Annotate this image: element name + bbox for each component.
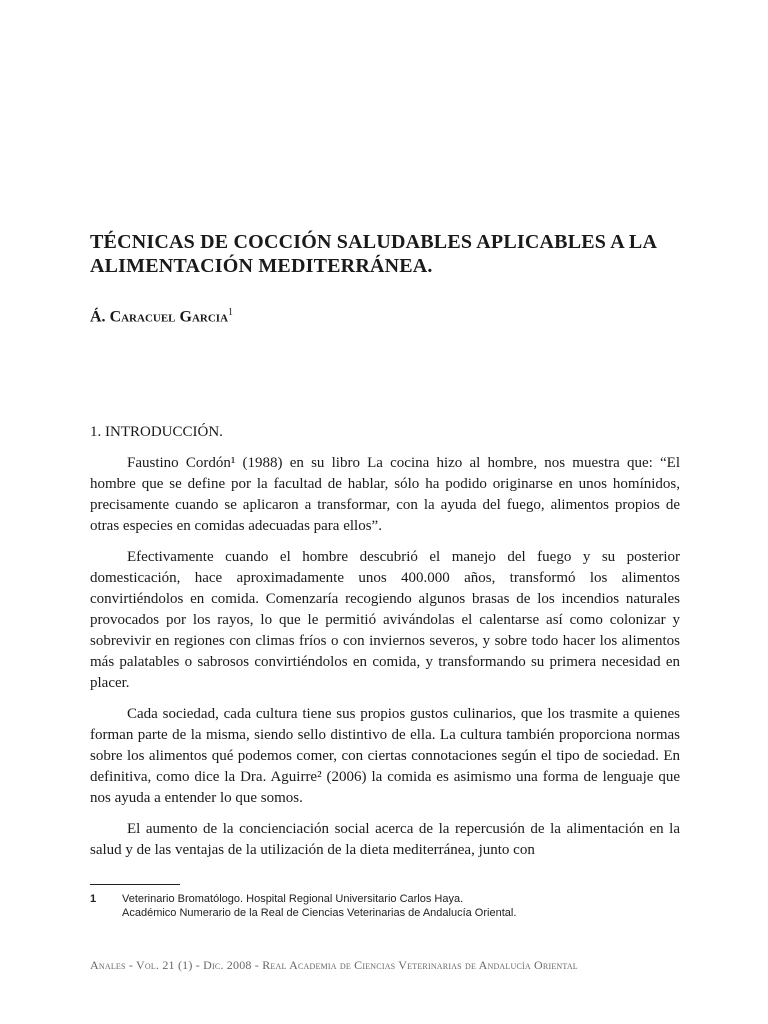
paragraph: Cada sociedad, cada cultura tiene sus propios gustos culinarios, que los trasmite a quienes forman parte de la misma, siendo sello distintivo de ella. La cultura también proporciona normas sobre los alimentos qué podemos comer, con ciertas connotaciones según el tipo de sociedad. En definitiva, como dice la Dra. Aguirre² (2006) la comida es asimismo una forma de lenguaje que nos ayuda a entender lo que somos. (90, 706, 680, 806)
paragraph: Efectivamente cuando el hombre descubrió el manejo del fuego y su posterior domesticación, hace aproximadamente unos 400.000 años, transformó los alimentos convirtiéndolos en comida. Comenzaría recogiendo algunos brasas de los incendios naturales provocados por los rayos, lo que le permitió avivándolas el calentarse así como colonizar y sobrevivir en regiones con climas fríos o con inviernos severos, y sobre todo hacer los alimentos más palatables o sabrosos convirtiéndolos en comida, y transformando su primera necesidad en placer. (90, 549, 680, 691)
author-line (90, 307, 233, 326)
footnote-line: Académico Numerario de la Real de Ciencias Veterinarias de Andalucía Oriental. (122, 907, 517, 919)
paragraph: El aumento de la concienciación social acerca de la repercusión de la alimentación en la salud y de las ventajas de la utilización de la dieta mediterránea, junto con (90, 821, 680, 858)
running-footer: Anales - Vol. 21 (1) - Dic. 2008 - Real Academia de Ciencias Veterinarias de Andalucía Oriental (90, 958, 578, 972)
paper-page (90, 0, 680, 1024)
section-heading: 1. INTRODUCCIÓN. (90, 424, 223, 440)
author-name: Caracuel Garcia (109, 308, 229, 326)
footnote-number: 1 (90, 893, 97, 905)
author-note-mark: 1 (228, 307, 234, 318)
paragraph: Faustino Cordón¹ (1988) en su libro La cocina hizo al hombre, nos muestra que: “El hombre que se define por la facultad de hablar, sólo ha podido originarse en unos homínidos, precisamente cuando se aplicaron a transformar, con la ayuda del fuego, alimentos propios de otras especies en comidas adecuadas para ellos”. (90, 455, 680, 534)
article-title: TÉCNICAS DE COCCIÓN SALUDABLES APLICABLES A LA ALIMENTACIÓN MEDITERRÁNEA. (90, 231, 657, 277)
footnote-divider (90, 884, 180, 885)
footnote-line: Veterinario Bromatólogo. Hospital Regional Universitario Carlos Haya. (122, 893, 464, 905)
body-text (90, 453, 680, 871)
author-initial: Á. (90, 308, 106, 326)
